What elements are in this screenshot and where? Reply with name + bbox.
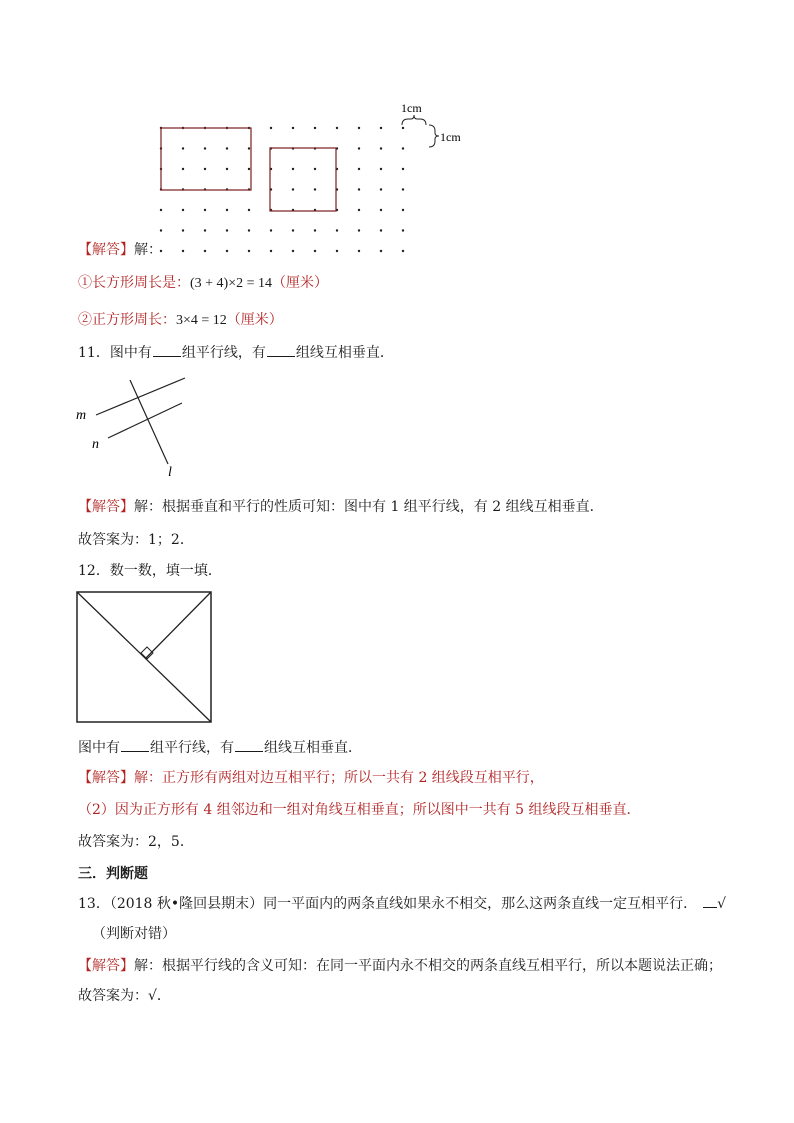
rectangle-shape — [161, 128, 251, 190]
grid-dot — [336, 127, 338, 129]
q10-answer-rect — [78, 273, 328, 294]
grid-dot — [160, 209, 162, 211]
grid-dot — [380, 250, 382, 252]
q12-answer-line2: （2）因为正方形有 4 组邻边和一组对角线互相垂直；所以图中一共有 5 组线段互相垂直． — [78, 802, 641, 818]
square-shape — [270, 148, 336, 211]
grid-dot — [226, 229, 228, 231]
grid-dot — [182, 209, 184, 211]
square-perimeter-label: ②正方形周长： — [78, 312, 176, 328]
square-perimeter-expr: 3×4 = 12 — [176, 313, 227, 328]
q11-blank-2[interactable] — [267, 342, 295, 357]
grid-dot — [380, 188, 382, 190]
answer-tag: 【解答】 — [78, 242, 134, 258]
q10-answer-square — [78, 310, 283, 331]
grid-dot — [160, 229, 162, 231]
label-m: m — [76, 408, 87, 423]
grid-dot — [314, 188, 316, 190]
grid-dot — [248, 250, 250, 252]
q12-square-figure — [76, 591, 214, 725]
line-m — [96, 378, 185, 415]
answer-tag: 【解答】 — [78, 958, 134, 974]
grid-dot — [336, 229, 338, 231]
grid-dot — [358, 188, 360, 190]
rect-perimeter-unit: （厘米） — [272, 275, 329, 291]
q13-question — [78, 893, 726, 914]
q11-suffix: 组线互相垂直． — [295, 345, 394, 361]
grid-dot — [182, 147, 184, 149]
answer-tag: 【解答】 — [78, 770, 134, 786]
grid-dot — [204, 229, 206, 231]
q12-final: 故答案为：2，5． — [78, 834, 194, 850]
grid-dot — [226, 147, 228, 149]
answer-intro: 解： — [134, 242, 162, 258]
grid-dot — [380, 147, 382, 149]
q13-answer — [78, 956, 722, 976]
label-n: n — [92, 437, 99, 452]
grid-dot — [182, 168, 184, 170]
rect-perimeter-expr: (3 + 4)×2 = 14 — [190, 276, 273, 291]
q11-lines-figure — [72, 372, 192, 482]
q12-title: 12．数一数，填一填． — [78, 563, 222, 579]
q13-final: 故答案为：√． — [78, 988, 171, 1004]
grid-dot — [248, 229, 250, 231]
grid-dot — [358, 250, 360, 252]
grid-dot — [292, 188, 294, 190]
grid-dot — [402, 147, 404, 149]
grid-dot — [292, 168, 294, 170]
vertical-brace-icon — [429, 125, 439, 147]
q11-middle: 组平行线，有 — [181, 345, 266, 361]
grid-dot — [402, 127, 404, 129]
q13-blank[interactable] — [703, 893, 717, 908]
grid-dot — [248, 209, 250, 211]
perpendicular-segment — [146, 592, 211, 658]
grid-dot — [270, 250, 272, 252]
grid-dot — [292, 229, 294, 231]
grid-dot — [358, 127, 360, 129]
grid-dot — [402, 229, 404, 231]
q13-answer-text: 解：根据平行线的含义可知：在同一平面内永不相交的两条直线互相平行，所以本题说法正确； — [134, 958, 722, 974]
q11-prefix: 11．图中有 — [78, 345, 152, 361]
q11-answer-text: 解：根据垂直和平行的性质可知：图中有 1 组平行线，有 2 组线互相垂直． — [134, 499, 604, 515]
grid-dot — [380, 209, 382, 211]
grid-dot — [248, 168, 250, 170]
q13-note: （判断对错） — [92, 926, 176, 942]
answer-tag: 【解答】 — [78, 499, 134, 515]
q13-text: 13．（2018 秋•隆回县期末）同一平面内的两条直线如果永不相交，那么这两条直线一定互相平行． — [78, 896, 698, 912]
grid-dot — [402, 168, 404, 170]
grid-dot — [314, 168, 316, 170]
grid-dot — [358, 229, 360, 231]
grid-dot — [314, 127, 316, 129]
q12-blank-1[interactable] — [121, 737, 149, 752]
grid-dot — [380, 127, 382, 129]
q11-final: 故答案为：1；2． — [78, 532, 194, 548]
grid-dot — [292, 250, 294, 252]
grid-dot — [204, 209, 206, 211]
label-l: l — [168, 465, 172, 480]
grid-dot — [402, 250, 404, 252]
q12-middle: 组平行线，有 — [150, 740, 234, 756]
q12-prefix: 图中有 — [78, 740, 120, 756]
grid-dot — [314, 229, 316, 231]
grid-dot — [402, 209, 404, 211]
dot-grid-figure — [150, 95, 480, 265]
q12-answer — [78, 768, 544, 788]
grid-dot — [402, 188, 404, 190]
horizontal-brace-icon — [402, 115, 426, 125]
q11-question — [78, 342, 394, 363]
square-perimeter-unit: （厘米） — [226, 312, 283, 328]
q12-question — [78, 737, 362, 758]
q11-answer — [78, 497, 604, 517]
q11-blank-1[interactable] — [153, 342, 181, 357]
q12-suffix: 组线互相垂直． — [264, 740, 362, 756]
grid-dot — [358, 168, 360, 170]
grid-dot — [204, 250, 206, 252]
grid-dot — [380, 229, 382, 231]
grid-dot — [248, 147, 250, 149]
rect-perimeter-label: ①长方形周长是： — [78, 275, 190, 291]
grid-dot — [380, 168, 382, 170]
grid-dot — [226, 250, 228, 252]
grid-dot — [182, 229, 184, 231]
grid-dot — [270, 229, 272, 231]
grid-dot — [358, 209, 360, 211]
grid-dot — [314, 250, 316, 252]
grid-dot — [292, 127, 294, 129]
q12-answer-text: 解：正方形有两组对边互相平行；所以一共有 2 组线段互相平行， — [134, 770, 544, 786]
q12-blank-2[interactable] — [235, 737, 263, 752]
q13-answer-mark: √ — [717, 896, 727, 912]
section-heading: 三．判断题 — [78, 866, 148, 882]
line-n — [108, 403, 182, 438]
grid-dot — [182, 250, 184, 252]
q10-answer-line — [78, 240, 162, 260]
grid-dot — [226, 209, 228, 211]
scale-label-horizontal: 1cm — [401, 101, 422, 115]
grid-dot — [204, 168, 206, 170]
scale-label-vertical: 1cm — [440, 130, 461, 144]
grid-dot — [226, 168, 228, 170]
grid-dot — [358, 147, 360, 149]
grid-dot — [336, 250, 338, 252]
grid-dot — [204, 147, 206, 149]
grid-dot — [270, 127, 272, 129]
